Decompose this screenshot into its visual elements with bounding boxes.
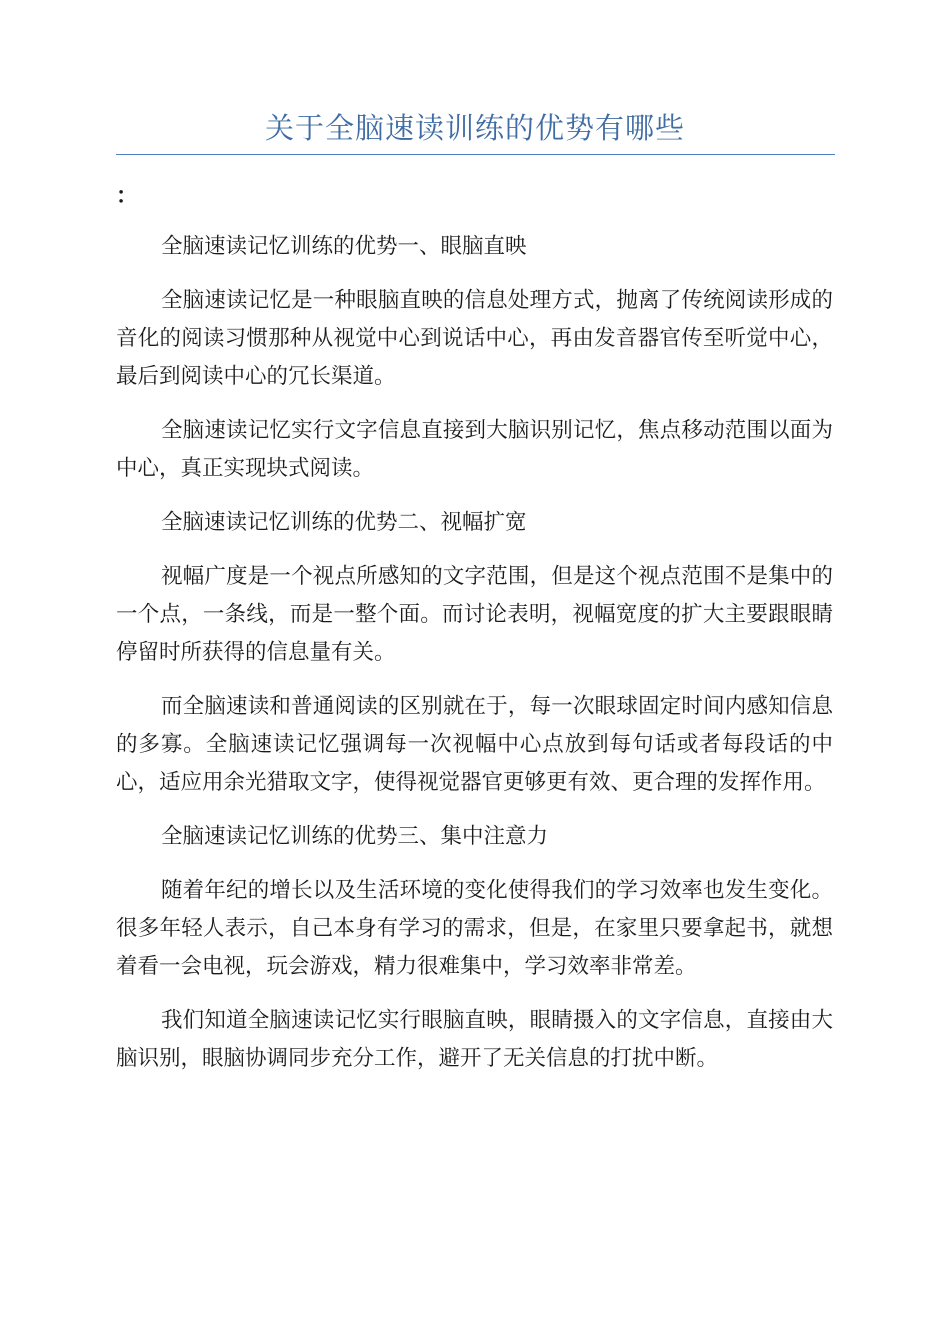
- paragraph: 我们知道全脑速读记忆实行眼脑直映，眼睛摄入的文字信息，直接由大脑识别，眼脑协调同步充分工作，避开了无关信息的打扰中断。: [116, 1008, 833, 1071]
- section-heading-3: 全脑速读记忆训练的优势三、集中注意力: [161, 824, 549, 849]
- paragraph: 而全脑速读和普通阅读的区别就在于，每一次眼球固定时间内感知信息的多寡。全脑速读记忆强调每一次视幅中心点放到每句话或者每段话的中心，适应用余光猎取文字，使得视觉器官更够更有效、更合理的发挥作用。: [116, 694, 833, 795]
- section-heading-2: 全脑速读记忆训练的优势二、视幅扩宽: [161, 510, 527, 535]
- paragraph: 视幅广度是一个视点所感知的文字范围，但是这个视点范围不是集中的一个点，一条线，而是一整个面。而讨论表明，视幅宽度的扩大主要跟眼睛停留时所获得的信息量有关。: [116, 564, 833, 665]
- section-heading-1: 全脑速读记忆训练的优势一、眼脑直映: [161, 234, 527, 259]
- paragraph: 全脑速读记忆实行文字信息直接到大脑识别记忆，焦点移动范围以面为中心，真正实现块式阅读。: [116, 418, 833, 481]
- title-underline: [116, 154, 835, 155]
- document-title: 关于全脑速读训练的优势有哪些: [264, 111, 685, 145]
- paragraph: 全脑速读记忆是一种眼脑直映的信息处理方式，抛离了传统阅读形成的音化的阅读习惯那种从视觉中心到说话中心，再由发音器官传至听觉中心，最后到阅读中心的冗长渠道。: [116, 288, 833, 389]
- document-body: [116, 228, 833, 1094]
- leading-colon: ：: [116, 183, 139, 209]
- paragraph: 随着年纪的增长以及生活环境的变化使得我们的学习效率也发生变化。很多年轻人表示，自己本身有学习的需求，但是，在家里只要拿起书，就想着看一会电视，玩会游戏，精力很难集中，学习效率非常差。: [116, 878, 833, 979]
